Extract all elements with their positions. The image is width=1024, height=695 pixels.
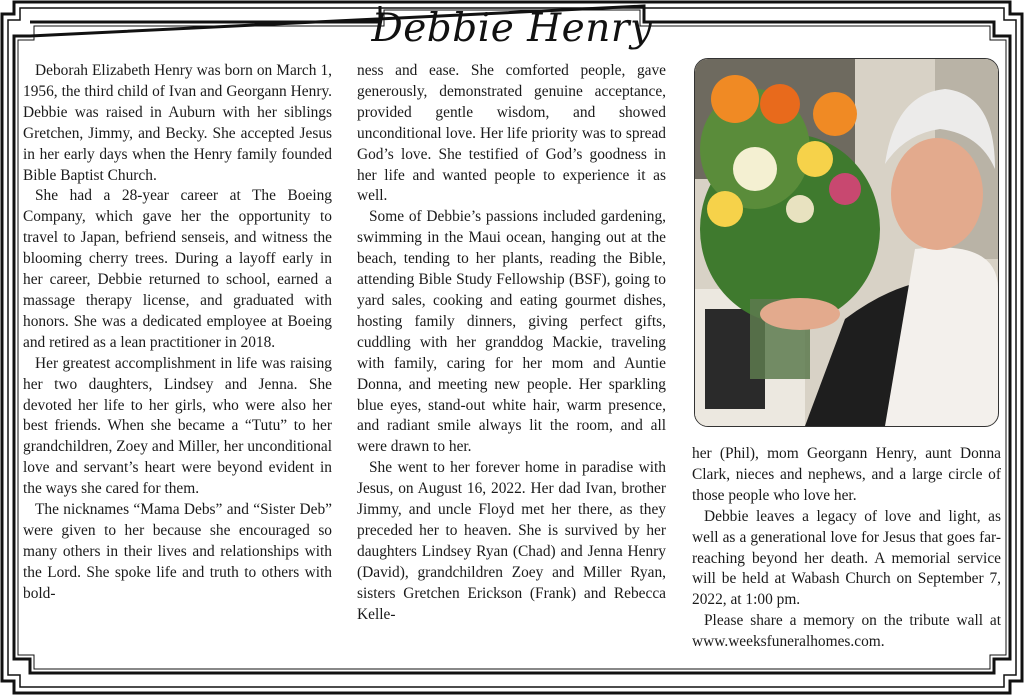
paragraph: her (Phil), mom Georgann Henry, aunt Donna Clark, nieces and nephews, and a large circle of those people who love her.	[692, 445, 1001, 504]
paragraph: ness and ease. She comforted people, gave generously, demonstrated genuine acceptance, provided gentle wisdom, and showed unconditional love. Her life priority was to spread God’s love. She testified of God’s goodness in her life and wanted people to experience it as well.	[357, 62, 666, 205]
paragraph: The nicknames “Mama Debs” and “Sister Deb” were given to her because she encouraged so many others in their lives and relationships with the Lord. She spoke life and truth to others with bold-	[23, 501, 332, 602]
paragraph: Her greatest accomplishment in life was raising her two daughters, Lindsey and Jenna. She devoted her life to her girls, who were also her best friends. When she became a “Tutu” to her grandchildren, Zoey and Miller, her unconditional love and servant’s heart were beyond evident in the ways she cared for them.	[23, 354, 332, 498]
paragraph: She went to her forever home in paradise with Jesus, on August 16, 2022. Her dad Ivan, brother Jimmy, and uncle Floyd met her there, as they preceded her to heaven. She is survived by her daughters Lindsey Ryan (Chad) and Jenna Henry (David), grandchildren Zoey and Miller Ryan, sisters Gretchen Erickson (Frank) and Rebecca Kelle-	[357, 459, 666, 623]
paragraph: She had a 28-year career at The Boeing Company, which gave her the opportunity to travel to Japan, befriend senseis, and witness the blooming cherry trees. During a layoff early in her career, Debbie returned to school, earned a massage therapy license, and graduated with honors. She was a dedicated employee at Boeing and retired as a lean practitioner in 2018.	[23, 187, 332, 351]
paragraph: Please share a memory on the tribute wall at www.weeksfuneralhomes.com.	[692, 612, 1001, 651]
article-column-2	[357, 61, 666, 625]
article-column-1	[23, 61, 332, 605]
paragraph: Some of Debbie’s passions included gardening, swimming in the Maui ocean, hanging out at the beach, tending to her plants, reading the Bible, attending Bible Study Fellowship (BSF), going to yard sales, cooking and eating gourmet dishes, hosting family dinners, giving perfect gifts, cuddling with her granddog Mackie, traveling with family, caring for her mom and Auntie Donna, and meeting new people. Her sparkling blue eyes, stand-out white hair, warm presence, and radiant smile always lit the room, and all were drawn to her.	[357, 208, 666, 456]
paragraph: Deborah Elizabeth Henry was born on March 1, 1956, the third child of Ivan and Georgann Henry. Debbie was raised in Auburn with her siblings Gretchen, Jimmy, and Becky. She accepted Jesus in her early days when the Henry family founded Bible Baptist Church.	[23, 62, 332, 184]
portrait-photo	[694, 58, 999, 427]
paragraph: Debbie leaves a legacy of love and light, as well as a generational love for Jesus that goes far-reaching beyond her death. A memorial service will be held at Wabash Church on September 7, 2022, at 1:00 pm.	[692, 507, 1001, 609]
article-column-3	[692, 444, 1001, 653]
page-title: Debbie Henry	[371, 6, 653, 51]
